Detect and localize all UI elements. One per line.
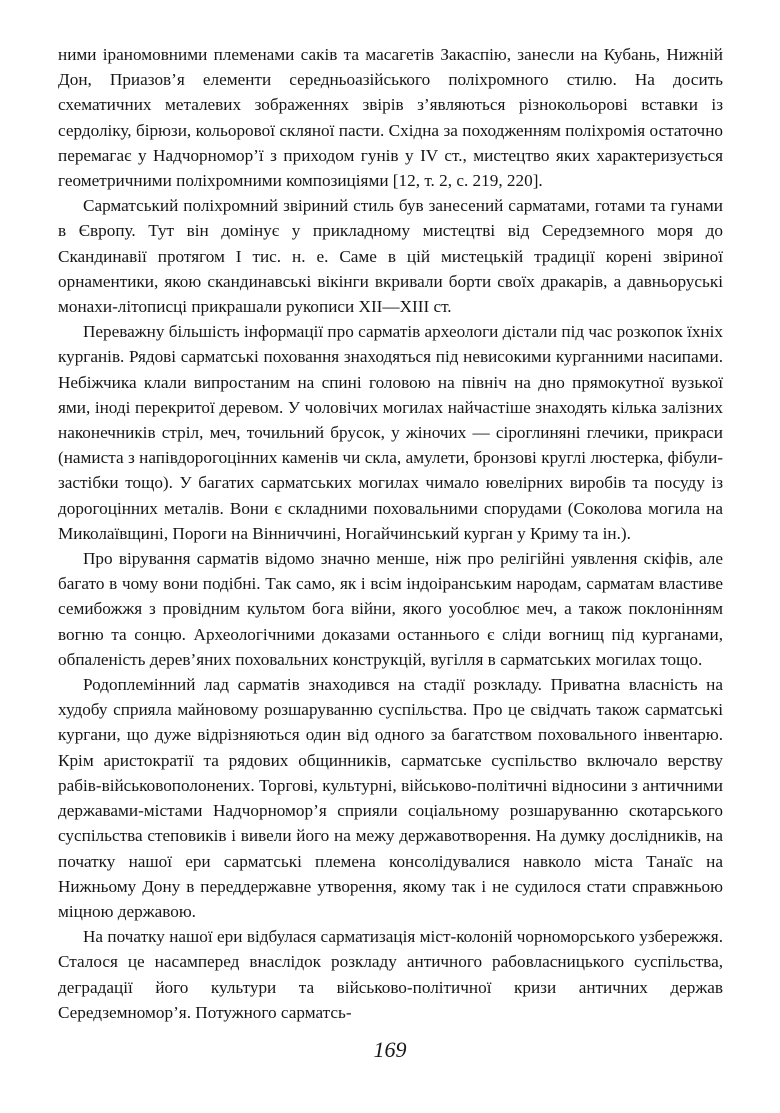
paragraph-3: Переважну більшість інформації про сарматів археологи дістали під час розкопок їхніх курганів. Рядові сарматські поховання знаходяться під невисокими курганними насипами. Небіжчика клали випростаним на спині головою на північ на дно прямокутної вузької ями, іноді перекритої деревом. У чоловічих могилах найчастіше знаходять кілька залізних наконечників стріл, меч, точильний брусок, у жіночих — сіроглиняні глечики, прикраси (намиста з напівдорогоцінних каменів чи скла, амулети, бронзові круглі люстерка, фібули-застібки тощо). У багатих сарматських могилах чимало ювелірних виробів та посуду із дорогоцінних металів. Вони є складними поховальними спорудами (Соколова могила на Миколаївщині, Пороги на Вінниччині, Ногайчинський курган у Криму та ін.).	[58, 322, 724, 543]
page-body	[58, 42, 723, 1025]
paragraph-2: Сарматський поліхромний звіриний стиль був занесений сарматами, готами та гунами в Європу. Тут він домінує у прикладному мистецтві від Середземного моря до Скандинавії протягом І тис. н. е. Саме в цій мистецькій традиції корені звіриної орнаментики, якою скандинавські вікінги вкривали борти своїх дракарів, а давньоруські монахи-літописці прикрашали рукописи XII—XIII ст.	[58, 196, 723, 317]
paragraph-5: Родоплемінний лад сарматів знаходився на стадії розкладу. Приватна власність на худобу сприяла майновому розшаруванню суспільства. Про це свідчать також сарматські кургани, що дуже відрізняються один від одного за багатством поховального інвентарю. Крім аристократії та рядових общинників, сарматське суспільство включало верству рабів-військовополонених. Торгові, культурні, військово-політичні відносини з античними державами-містами Надчорномор’я сприяли соціальному розшаруванню скотарського суспільства степовиків і вивели його на межу державотворення. На думку дослідників, на початку нашої ери сарматські племена консолідувалися навколо міста Танаїс на Нижньому Дону в переддержавне утворення, якому так і не судилося стати справжньою міцною державою.	[58, 675, 723, 921]
paragraph-6: На початку нашої ери відбулася сарматизація міст-колоній чорноморського узбережжя. Сталося це насамперед внаслідок розкладу античного рабовласницького суспільства, деградації його культури та військово-політичної кризи античних держав Середземномор’я. Потужного сарматсь-	[58, 927, 723, 1022]
paragraph-1: ними іраномовними племенами саків та масагетів Закаспію, занесли на Кубань, Нижній Дон, Приазов’я елементи середньоазійського поліхромного стилю. На досить схематичних металевих зображеннях звірів з’являються різнокольорові вставки із сердоліку, бірюзи, кольорової скляної пасти. Східна за походженням поліхромія остаточно перемагає у Надчорномор’ї з приходом гунів у IV ст., мистецтво яких характеризується геометричними поліхромними композиціями [12, т. 2, с. 219, 220].	[58, 45, 723, 191]
page-number: 169	[373, 1037, 407, 1062]
paragraph-4: Про вірування сарматів відомо значно менше, ніж про релігійні уявлення скіфів, але багато в чому вони подібні. Так само, як і всім індоіранським народам, сарматам властиве семибожжя з провідним культом бога війни, якого уособлює меч, а також поклонінням вогню та сонцю. Археологічними доказами останнього є сліди вогнищ під курганами, обпаленість дерев’яних поховальних конструкцій, вугілля в сарматських могилах тощо.	[58, 549, 723, 669]
